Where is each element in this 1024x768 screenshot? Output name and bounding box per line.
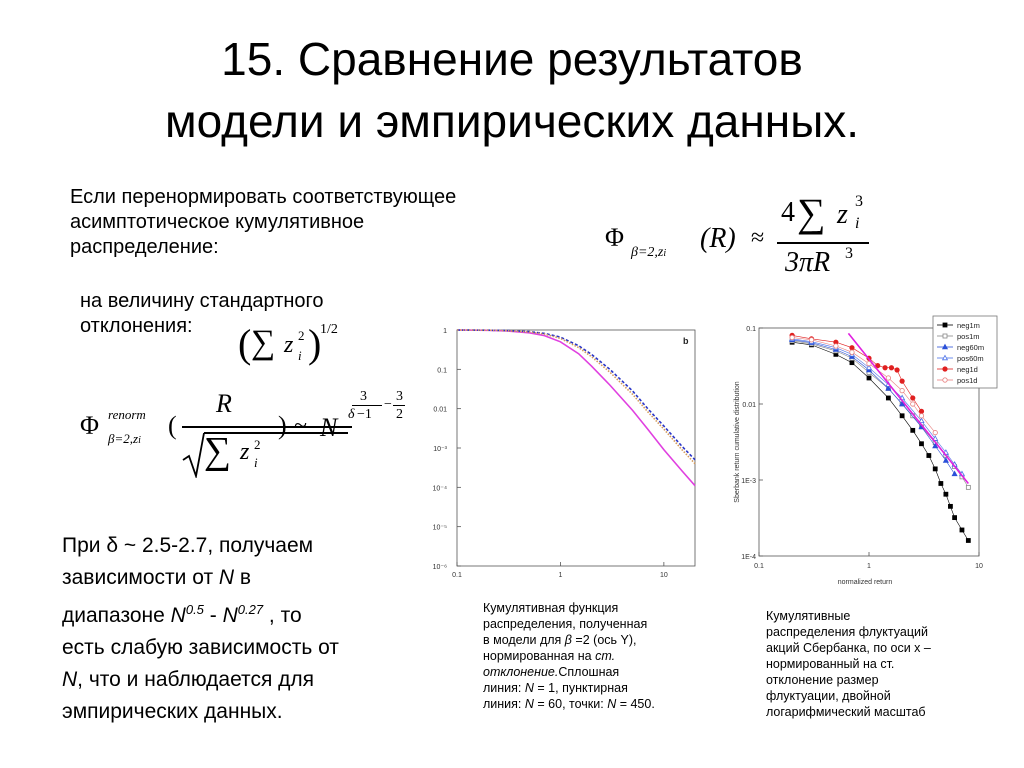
y-tick-label: 1E-3	[741, 478, 756, 485]
formula-std	[238, 320, 348, 375]
legend-marker-pos1d	[943, 378, 947, 382]
renorm-phi: Φ	[80, 411, 100, 440]
formula-sub: β=2,zi	[631, 245, 667, 260]
point-neg1m	[933, 467, 937, 471]
caption-model: Кумулятивная функция распределения, полученная в модели для β =2 (ось Y), нормированная на ст. отклонение.Сплошная линия: N = 1, пунктирная линия: N = 60, точки: N = 450.	[483, 601, 655, 711]
legend-marker-neg1d	[943, 367, 947, 371]
point-neg1m	[960, 528, 964, 532]
y-tick-label: 1	[443, 328, 447, 335]
point-neg1m	[927, 454, 931, 458]
formula-rel: ≈	[751, 225, 765, 251]
point-pos1d	[900, 388, 904, 392]
renorm-line-2: отклонения:	[80, 315, 193, 337]
y-tick-label: 0.1	[746, 326, 756, 333]
renorm-exp-bar-a	[352, 405, 382, 406]
point-neg1d	[850, 346, 854, 350]
legend-label-neg1m: neg1m	[957, 321, 980, 330]
page-title	[0, 28, 1024, 152]
conclusion-line-5: N, что и наблюдается для	[62, 668, 315, 691]
point-neg60m	[952, 471, 957, 475]
point-pos1d	[933, 430, 937, 434]
point-pos1d	[790, 335, 794, 339]
point-neg1d	[919, 409, 923, 413]
x-tick-label: 1	[558, 572, 563, 579]
formula-renorm	[80, 385, 420, 485]
x-tick-label: 0.1	[452, 572, 462, 579]
y-tick-label: 10⁻³	[433, 446, 447, 453]
formula-num-sum: ∑	[797, 190, 826, 235]
point-pos1d	[886, 376, 890, 380]
legend-label-neg60m: neg60m	[957, 343, 985, 352]
formula-den: 3πR	[785, 247, 831, 278]
y-tick-label: 10⁻⁶	[432, 564, 447, 571]
x-tick-label: 1	[867, 563, 871, 570]
renorm-i: i	[254, 455, 258, 470]
caption-empirical: Кумулятивные распределения флуктуаций акций Сбербанка, по оси х – нормированный на ст. отклонение размер флуктуации, двойной логарифмический масштаб	[766, 609, 931, 719]
y-tick-label: 0.01	[742, 402, 756, 409]
panel-label: b	[683, 336, 689, 346]
point-pos1d	[809, 338, 813, 342]
point-neg1d	[889, 366, 893, 370]
point-neg1m	[911, 428, 915, 432]
intro-text	[70, 185, 456, 260]
intro-line-1: Если перенормировать соответствующее	[70, 186, 457, 208]
renorm-exp-3b: 3	[396, 389, 403, 404]
point-pos1d	[834, 344, 838, 348]
series-line-N60	[457, 330, 695, 460]
std-sum: ∑	[251, 324, 276, 361]
y-tick-label: 1E-4	[741, 554, 756, 561]
conclusion-line-6: эмпирических данных.	[62, 700, 283, 723]
conclusion-line-4: есть слабую зависимость от	[62, 636, 339, 659]
conclusion-line-1: При δ ~ 2.5-2.7, получаем	[62, 534, 314, 557]
std-paren-close: )	[308, 321, 322, 366]
point-neg1m	[886, 396, 890, 400]
conclusion-line-3: диапазоне $N^{0.5} - N^{0.27}$ , то	[62, 602, 302, 627]
renorm-sub: β=2,zi	[108, 431, 141, 446]
renorm-paren-close: )	[278, 411, 287, 440]
renorm-exp-delta: δ	[348, 407, 355, 422]
point-neg1d	[900, 379, 904, 383]
legend-label-neg1d: neg1d	[957, 365, 978, 374]
point-neg1m	[900, 414, 904, 418]
plot-frame	[457, 330, 695, 566]
legend-label-pos1d: pos1d	[957, 376, 978, 385]
x-tick-label: 10	[975, 563, 983, 570]
renorm-paren-open: (	[168, 411, 177, 440]
formula-den-exp: 3	[845, 245, 853, 262]
std-power: 1/2	[320, 322, 338, 337]
formula-num-z: z	[837, 199, 848, 230]
point-pos1d	[919, 414, 923, 418]
std-z: z	[284, 332, 294, 358]
std-i: i	[298, 348, 302, 363]
y-tick-label: 0.1	[437, 367, 447, 375]
y-tick-label: 10⁻⁵	[432, 524, 447, 532]
y-tick-label: 10⁻⁴	[432, 485, 447, 493]
renorm-N: N	[320, 413, 338, 442]
point-neg1m	[919, 442, 923, 446]
formula-num-i: i	[855, 215, 860, 232]
legend-label-pos60m: pos60m	[957, 354, 984, 363]
legend-label-pos1m: pos1m	[957, 332, 980, 341]
point-neg1m	[944, 492, 948, 496]
renorm-sim: ~	[294, 413, 307, 439]
point-neg1d	[895, 368, 899, 372]
std-exp2: 2	[298, 328, 305, 343]
renorm-exp-2: 2	[396, 407, 403, 422]
series-line-N1	[457, 330, 695, 486]
renorm-exp2: 2	[254, 437, 261, 452]
formula-phi: Φ	[605, 223, 625, 252]
renorm-line-1: на величину стандартного	[80, 290, 324, 312]
point-neg1m	[850, 361, 854, 365]
formula-fraction-bar	[777, 242, 869, 244]
conclusion-line-2: зависимости от N в	[62, 566, 252, 589]
renorm-exp-3a: 3	[360, 389, 367, 404]
point-neg1m	[867, 376, 871, 380]
std-paren-open: (	[238, 321, 252, 366]
conclusion-text	[62, 530, 339, 728]
renorm-sup: renorm	[108, 407, 146, 422]
point-pos1m	[966, 485, 970, 489]
renorm-sqrt-sign	[182, 430, 206, 478]
x-axis-label: normalized return	[837, 579, 893, 586]
renorm-exp-bar-b	[393, 405, 405, 406]
intro-line-2: асимптотическое кумулятивное	[70, 211, 365, 233]
point-neg1m	[966, 538, 970, 542]
x-tick-label: 0.1	[754, 563, 764, 570]
point-pos1d	[850, 350, 854, 354]
intro-line-3: распределение:	[70, 236, 219, 258]
legend-marker-neg1m	[943, 323, 947, 327]
empirical-chart	[723, 300, 1001, 592]
y-axis-label: Sberbank return cumulative distribution	[734, 381, 741, 503]
title-line-2: модели и эмпирических данных.	[164, 95, 860, 147]
renorm-exp-minus: −	[384, 397, 392, 412]
point-neg1d	[911, 396, 915, 400]
formula-arg: (R)	[700, 223, 736, 254]
x-tick-label: 10	[659, 572, 668, 579]
point-neg1m	[953, 516, 957, 520]
formula-main	[605, 190, 885, 290]
renorm-sum: ∑	[204, 430, 232, 472]
legend-marker-pos1m	[943, 334, 947, 338]
title-line-1: 15. Сравнение результатов	[221, 33, 803, 85]
point-neg1m	[939, 481, 943, 485]
renorm-z: z	[240, 439, 250, 465]
y-tick-label: 0.01	[433, 406, 447, 414]
model-chart	[412, 318, 702, 590]
renorm-num: R	[216, 389, 232, 418]
point-neg1d	[883, 366, 887, 370]
point-pos1d	[911, 402, 915, 406]
formula-num-exp: 3	[855, 193, 863, 210]
point-neg1m	[948, 504, 952, 508]
formula-num-coef: 4	[781, 197, 795, 228]
renorm-exp-m1: −1	[357, 407, 372, 422]
